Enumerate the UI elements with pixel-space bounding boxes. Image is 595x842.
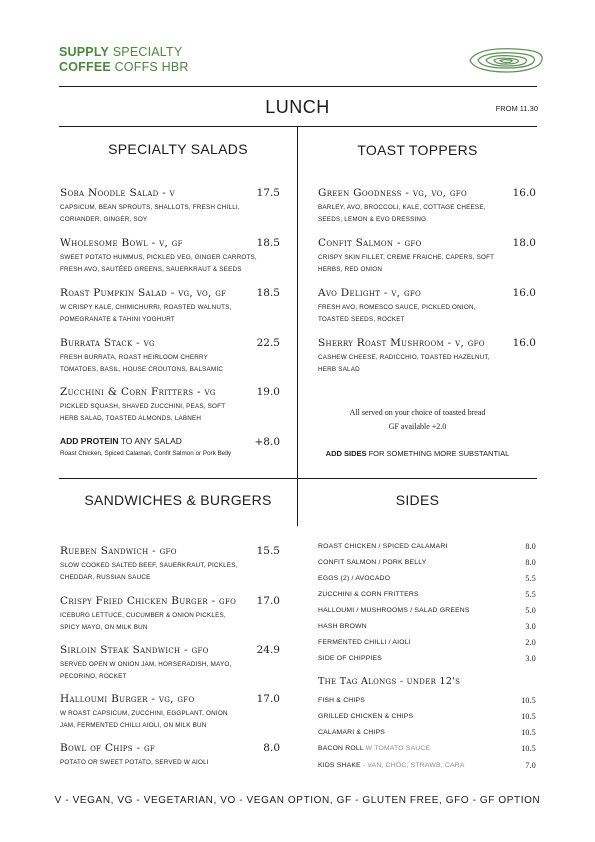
protein-label-rest: TO ANY SALAD — [118, 436, 182, 446]
item-description: POTATO OR SWEET POTATO, SERVED W AIOLI — [60, 759, 209, 766]
side-name: HASH BROWN — [318, 623, 367, 630]
item-description: CORIANDER, GINGER, SOY — [60, 216, 148, 223]
item-description: W ROAST CAPSICUM, ZUCCHINI, EGGPLANT, ONION — [60, 710, 228, 717]
item-description: PECORINO, ROCKET — [60, 673, 127, 680]
kids-item — [318, 744, 536, 754]
item-description: CHEDDAR, RUSSIAN SAUCE — [60, 574, 151, 581]
menu-item — [60, 741, 280, 769]
dietary-legend: V - VEGAN, VG - VEGETARIAN, VO - VEGAN OPTION, GF - GLUTEN FREE, GFO - GF OPTION — [54, 795, 541, 806]
salads-heading: SPECIALTY SALADS — [108, 141, 248, 157]
side-item — [318, 622, 536, 632]
item-name: Burrata Stack - vg — [60, 337, 155, 349]
side-price: 5.0 — [525, 606, 536, 615]
item-description: TOASTED SEEDS, ROCKET — [318, 316, 405, 323]
side-price: 2.0 — [525, 638, 536, 647]
menu-item — [60, 286, 280, 326]
item-price: 18.5 — [256, 237, 280, 249]
sandwiches-heading: SANDWICHES & BURGERS — [84, 492, 272, 508]
item-name: Roast Pumpkin Salad - vg, vo, gf — [60, 287, 227, 299]
item-price: 22.5 — [256, 337, 280, 349]
item-price: 17.0 — [256, 693, 280, 705]
menu-item — [60, 594, 280, 634]
item-name: Bowl of Chips - gf — [60, 742, 156, 754]
item-name: Crispy Fried Chicken Burger - gfo — [60, 595, 237, 607]
item-description: HERB SALAD — [318, 366, 360, 373]
kids-item — [318, 696, 536, 706]
title-divider — [59, 126, 537, 127]
item-name: Sherry Roast Mushroom - v, gfo — [318, 337, 485, 349]
side-price: 3.0 — [525, 622, 536, 631]
item-price: 16.0 — [512, 287, 536, 299]
item-description: CRISPY SKIN FILLET, CREME FRAICHE, CAPERS, SOFT — [318, 254, 495, 261]
menu-item — [60, 643, 280, 683]
side-name: FERMENTED CHILLI / AIOLI — [318, 639, 411, 646]
kids-price: 10.5 — [521, 744, 536, 753]
menu-item — [318, 336, 536, 376]
item-price: 24.9 — [256, 644, 280, 656]
side-item — [318, 574, 536, 584]
item-description: JAM, FERMENTED CHILLI AIOLI, ON MILK BUN — [60, 722, 207, 729]
menu-item — [60, 692, 280, 732]
menu-item — [318, 186, 536, 226]
side-item — [318, 654, 536, 664]
kids-name: FISH & CHIPS — [318, 697, 365, 704]
item-description: PICKLED SQUASH, SHAVED ZUCCHINI, PEAS, SOFT — [60, 403, 226, 410]
item-description: FRESH AVO, SAUTÉED GREENS, SAUERKRAUT & SEEDS — [60, 266, 242, 273]
item-description: SPICY MAYO, ON MILK BUN — [60, 624, 148, 631]
sides-note-rest: FOR SOMETHING MORE SUBSTANTIAL — [366, 449, 510, 458]
menu-item — [60, 236, 280, 276]
brand-name — [59, 45, 189, 75]
menu-item — [60, 544, 280, 584]
kids-name: BACON ROLL — [318, 745, 364, 752]
section-divider — [59, 478, 537, 479]
sides-note — [298, 448, 537, 460]
item-name: Wholesome Bowl - v, gf — [60, 237, 183, 249]
item-name: Sirloin Steak Sandwich - gfo — [60, 644, 209, 656]
column-divider — [297, 126, 298, 526]
add-protein — [60, 435, 280, 459]
menu-item — [60, 186, 280, 226]
brand-line1-bold: SUPPLY — [59, 45, 110, 59]
kids-price: 7.0 — [525, 761, 536, 770]
item-description: SLOW COOKED SALTED BEEF, SAUERKRAUT, PICKLES, — [60, 562, 238, 569]
protein-label-bold: ADD PROTEIN — [60, 436, 119, 446]
item-description: TOMATOES, BASIL, HOUSE CROUTONS, BALSAMIC — [60, 366, 224, 373]
menu-item — [318, 236, 536, 276]
side-name: EGGS (2) / AVOCADO — [318, 575, 391, 582]
kids-heading: The Tag Alongs - under 12's — [318, 676, 461, 687]
menu-item — [318, 286, 536, 326]
brand-line2-bold: COFFEE — [59, 60, 111, 74]
bread-note: All served on your choice of toasted bread — [349, 408, 486, 417]
kids-name: KIDS SHAKE — [318, 762, 361, 769]
side-name: HALLOUMI / MUSHROOMS / SALAD GREENS — [318, 607, 470, 614]
side-item — [318, 638, 536, 648]
item-description: SERVED OPEN W ONION JAM, HORSERADISH, MAYO, — [60, 661, 232, 668]
side-price: 5.5 — [525, 590, 536, 599]
sides-note-bold: ADD SIDES — [325, 449, 367, 458]
gf-note: GF available +2.0 — [388, 422, 447, 431]
item-name: Halloumi Burger - vg, gfo — [60, 693, 195, 705]
sides-heading: SIDES — [395, 492, 440, 508]
item-description: CASHEW CHEESE, RADICCHIO, TOASTED HAZELNUT, — [318, 354, 490, 361]
side-name: CONFIT SALMON / PORK BELLY — [318, 559, 427, 566]
kids-price: 10.5 — [521, 712, 536, 721]
item-price: 16.0 — [512, 187, 536, 199]
item-name: Zucchini & Corn Fritters - vg — [60, 386, 216, 398]
item-price: 15.5 — [256, 545, 280, 557]
page-title: LUNCH — [265, 97, 330, 117]
item-price: 16.0 — [512, 337, 536, 349]
side-price: 8.0 — [525, 558, 536, 567]
item-description: FRESH BURRATA, ROAST HEIRLOOM CHERRY — [60, 354, 209, 361]
toast-heading: TOAST TOPPERS — [357, 142, 478, 158]
side-name: SIDE OF CHIPPIES — [318, 655, 383, 662]
item-price: 17.0 — [256, 595, 280, 607]
serving-time: FROM 11.30 — [495, 104, 538, 113]
item-description: POMEGRANATE & TAHINI YOGHURT — [60, 316, 175, 323]
kids-item — [318, 712, 536, 722]
side-item — [318, 542, 536, 552]
kids-name: CALAMARI & CHIPS — [318, 729, 386, 736]
kids-note: - VAN, CHOC, STRAWB, CARA — [360, 762, 465, 769]
side-name: ZUCCHINI & CORN FRITTERS — [318, 591, 419, 598]
item-description: HERBS, RED ONION — [318, 266, 383, 273]
brand-line2-rest: COFFS HBR — [110, 60, 189, 74]
header-divider — [59, 86, 537, 87]
kids-item — [318, 728, 536, 738]
item-name: Avo Delight - v, gfo — [318, 287, 422, 299]
protein-options: Roast Chicken, Spiced Calamari, Confit Salmon or Pork Belly — [60, 450, 232, 457]
item-description: HERB SALAD, TOASTED ALMONDS, LABNEH — [60, 415, 202, 422]
item-name: Soba Noodle Salad - v — [60, 187, 175, 199]
item-description: BARLEY, AVO, BROCCOLI, KALE, COTTAGE CHEESE, — [318, 204, 486, 211]
kids-price: 10.5 — [521, 696, 536, 705]
side-price: 8.0 — [525, 542, 536, 551]
item-description: SWEET POTATO HUMMUS, PICKLED VEG, GINGER CARROTS, — [60, 254, 257, 261]
side-price: 5.5 — [525, 574, 536, 583]
item-description: ICEBURG LETTUCE, CUCUMBER & ONION PICKLES, — [60, 612, 226, 619]
side-price: 3.0 — [525, 654, 536, 663]
item-description: SEEDS, LEMON & EVO DRESSING — [318, 216, 427, 223]
item-price: 8.0 — [263, 742, 280, 754]
item-name: Green Goodness - vg, vo, gfo — [318, 187, 467, 199]
kids-item — [318, 761, 536, 771]
side-item — [318, 558, 536, 568]
side-name: ROAST CHICKEN / SPICED CALAMARI — [318, 543, 448, 550]
kids-note: W TOMATO SAUCE — [363, 745, 431, 752]
item-description: FRESH AVO, ROMESCO SAUCE, PICKLED ONION, — [318, 304, 476, 311]
menu-item — [60, 385, 280, 425]
menu-item — [60, 336, 280, 376]
item-price: 18.5 — [256, 287, 280, 299]
kids-price: 10.5 — [521, 728, 536, 737]
item-price: 17.5 — [256, 187, 280, 199]
topographic-logo-icon — [466, 46, 546, 76]
side-item — [318, 590, 536, 600]
item-name: Confit Salmon - gfo — [318, 237, 422, 249]
brand-line1-rest: SPECIALTY — [109, 45, 183, 59]
item-price: 19.0 — [256, 386, 280, 398]
item-description: CAPSICUM, BEAN SPROUTS, SHALLOTS, FRESH CHILLI, — [60, 204, 240, 211]
item-description: W CRISPY KALE, CHIMICHURRI, ROASTED WALNUTS, — [60, 304, 232, 311]
item-price: 18.0 — [512, 237, 536, 249]
item-name: Rueben Sandwich - gfo — [60, 545, 177, 557]
protein-price: +8.0 — [254, 436, 280, 448]
side-item — [318, 606, 536, 616]
kids-name: GRILLED CHICKEN & CHIPS — [318, 713, 414, 720]
